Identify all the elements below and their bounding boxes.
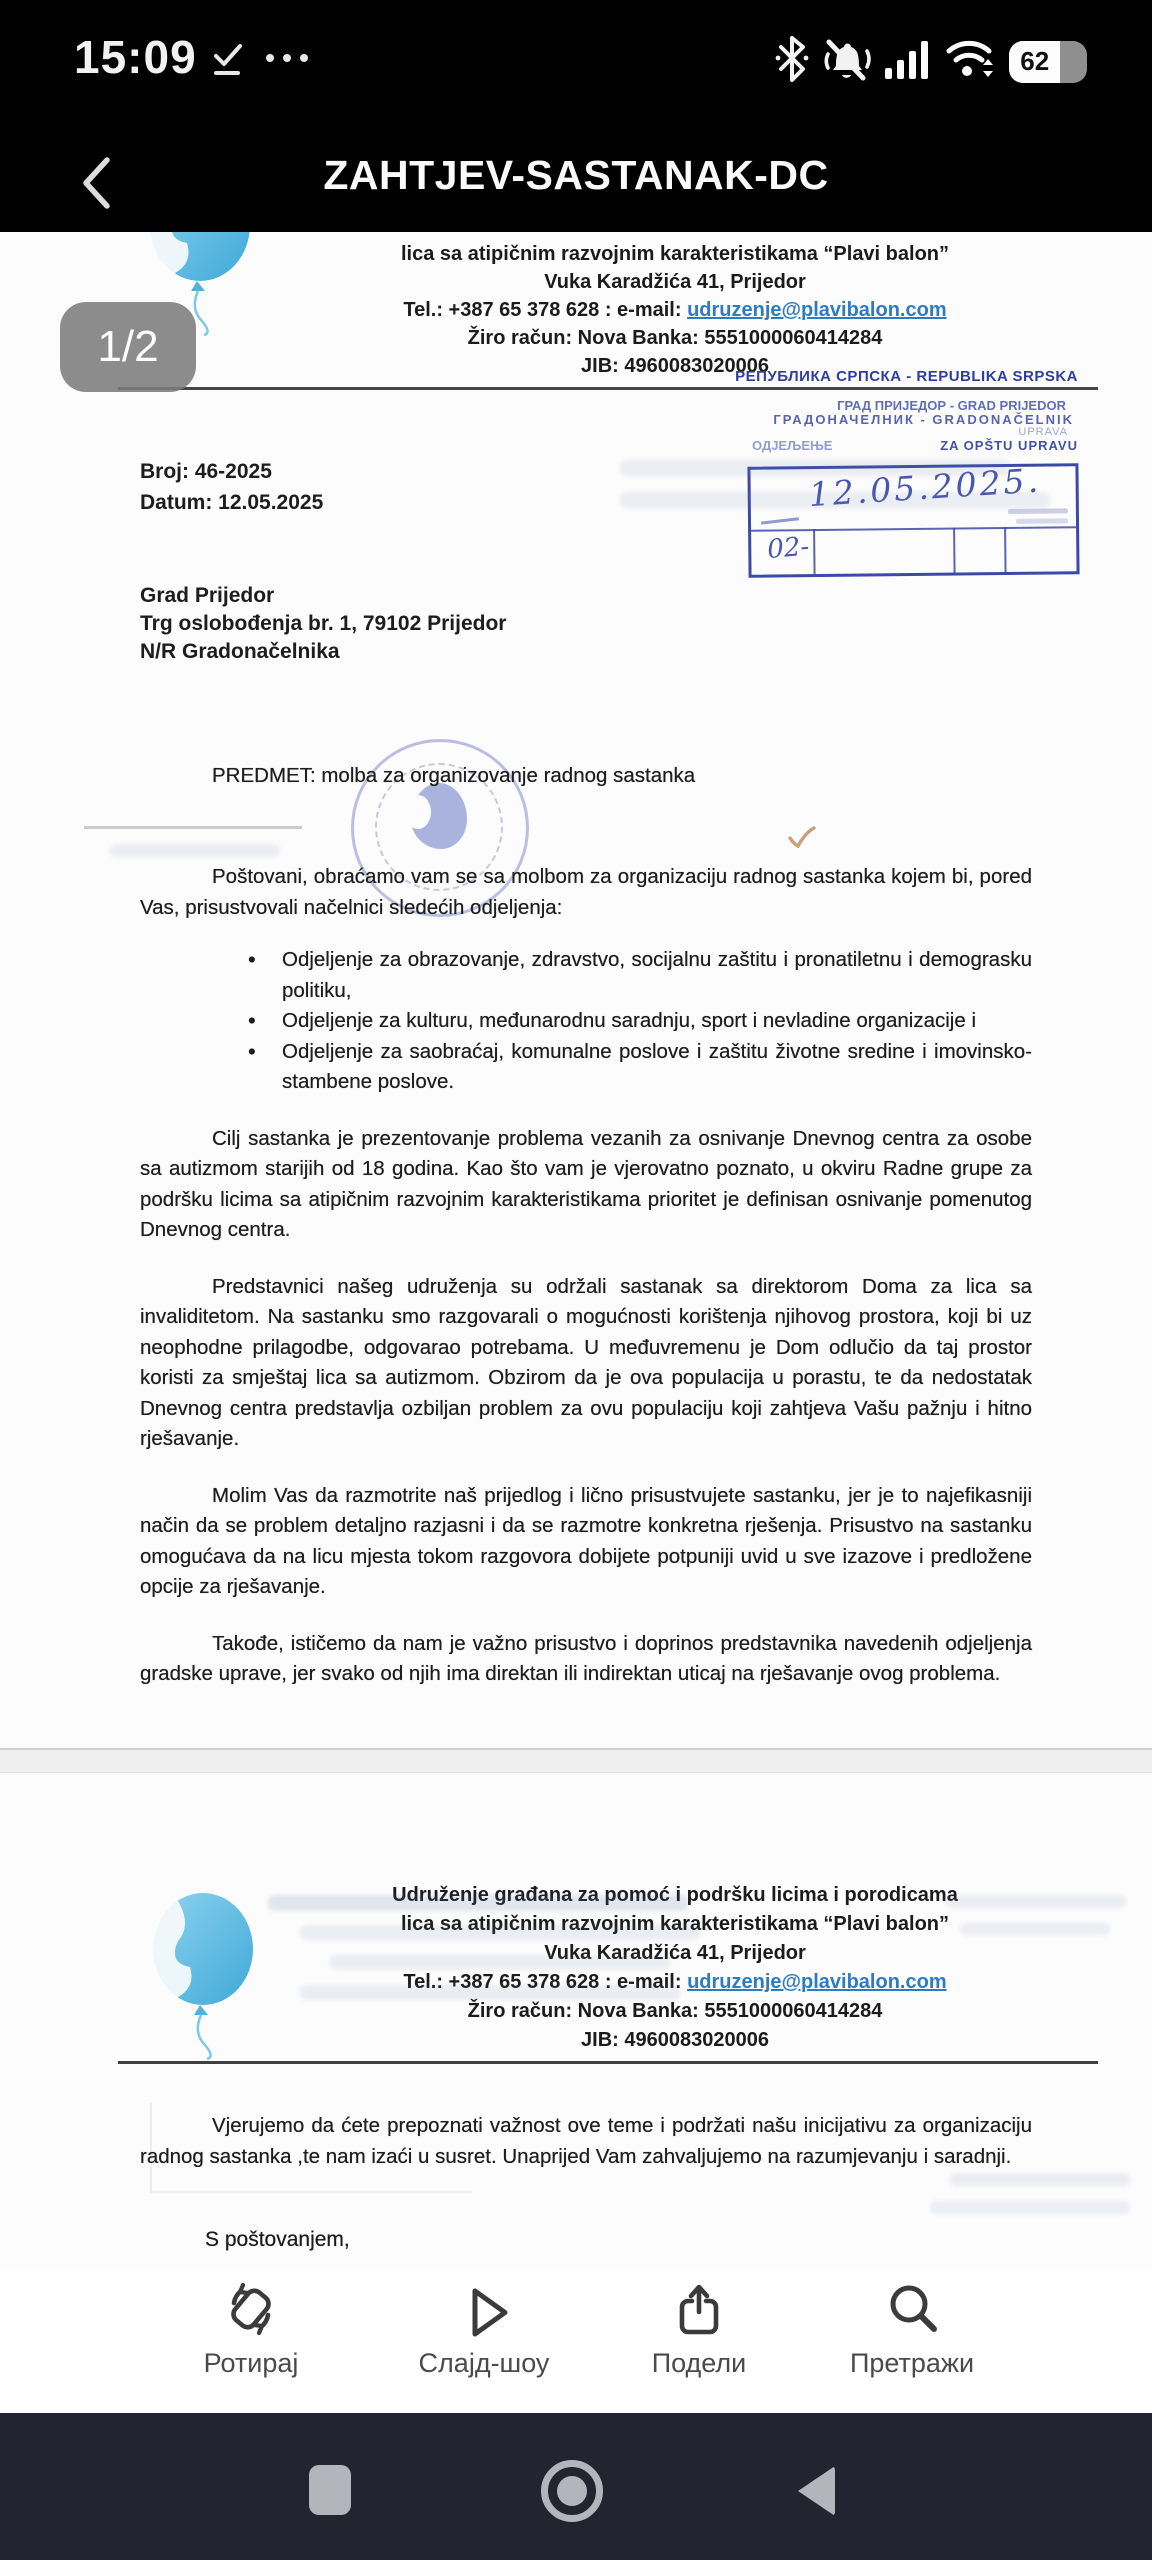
letter-body [140,862,1032,1690]
page-title: ZAHTJEV-SASTANAK-DC [323,152,829,198]
letter-number: Broj: 46-2025 [140,460,272,483]
letterhead-org-line2: lica sa atipičnim razvojnim karakteristikama “Plavi balon” [400,1913,950,1935]
search-button[interactable] [812,2280,1012,2379]
recipient-line: Trg oslobođenja br. 1, 79102 Prijedor [140,612,507,635]
stamp-dept-left: ОДЈЕЉЕЊЕ [752,438,833,453]
toolbar-label: Слајд-шоу [418,2348,550,2378]
recipient-line: Grad Prijedor [140,584,275,607]
check-icon [212,42,244,83]
share-icon [670,2280,728,2338]
rotate-icon [222,2280,280,2338]
email-link: udruzenje@plavibalon.com [687,299,947,321]
subject-line: PREDMET: molba za organizovanje radnog sastanka [212,764,696,787]
pen-mark-icon [786,824,816,850]
list-item: • Odjeljenje za kulturu, međunarodnu saradnju, sport i nevladine organizacije i [282,1006,1032,1037]
toolbar-label: Подели [651,2348,747,2378]
letterhead-contact: Tel.: +387 65 378 628 : e-mail: udruzenje@plavibalon.com [403,299,947,321]
letterhead-org-line1: Udruženje građana za pomoć i podršku licima i porodicama [392,1884,958,1906]
body-paragraph: Takođe, ističemo da nam je važno prisustvo i doprinos predstavnika navedenih odjeljenja gradske uprave, jer svako od njih ima direktan ili indirektan uticaj na rješavanje ovog problema. [140,1631,1032,1685]
closing-paragraph: Vjerujemo da ćete prepoznati važnost ove teme i podržati našu inicijativu za organizaciju radnog sastanka ,te nam izaći u susret. Unaprijed Vam zahvaljujemo na razumjevanju i saradnji. [140,2114,1032,2168]
letterhead [260,232,1090,380]
department-list [140,945,1032,1098]
letterhead-bank: Žiro račun: Nova Banka: 5551000060414284 [467,2000,883,2022]
letterhead-divider [118,2061,1098,2064]
back-icon[interactable] [798,2466,835,2516]
recipient-line: N/R Gradonačelnika [140,640,340,663]
stamp-mayor-line: ГРАДОНАЧЕЛНИК - GRADONAČELNIK [773,412,1074,427]
stamp-dept-right: ZA OPŠTU UPRAVU [940,438,1078,453]
letterhead-jib: JIB: 4960083020006 [581,355,769,377]
page-separator [0,1748,1152,1773]
stamp-uprava-line: UPRAVA [1018,426,1068,438]
clock: 15:09 [74,31,197,83]
app-header [0,100,1152,232]
body-paragraph: Molim Vas da razmotrite naš prijedlog i lično prisustvujete sastanku, jer je to najefikasniji način da se problem detaljno razjasni i da se razmotre konkretna rješenja. Prisustvo na sastanku omogućava da na licu mjesta tokom razgovora dobijete potpuniji uvid u sve izazove i predložene opcije za rješavanje. [140,1483,1032,1598]
letterhead-bank: Žiro račun: Nova Banka: 5551000060414284 [467,327,883,349]
letter-meta [140,456,323,518]
document-page-2 [0,1773,1152,2270]
recents-icon[interactable] [309,2465,351,2515]
balloon-logo [148,1861,258,2066]
receipt-stamp-box [747,460,1079,577]
toolbar-label: Претражи [849,2348,975,2378]
letter-date: Datum: 12.05.2025 [140,491,324,514]
letterhead-divider [118,387,1098,390]
notifications-off-icon [821,34,871,89]
toolbar-label: Ротирај [203,2348,299,2378]
intro-paragraph: Poštovani, obraćamo vam se sa molbom za organizaciju radnog sastanka kojem bi, pored Vas, prisustvovali načelnici sledećih odjeljenja: [140,865,1032,919]
letterhead-contact: Tel.: +387 65 378 628 : e-mail: udruzenje@plavibalon.com [403,1971,947,1993]
recipient-block [140,582,506,666]
letterhead-org-line2: lica sa atipičnim razvojnim karakteristikama “Plavi balon” [400,243,950,265]
closing-salutation: S poštovanjem, [205,2228,350,2251]
home-icon[interactable] [541,2460,603,2522]
battery-icon [1009,41,1086,83]
slideshow-button[interactable] [384,2280,584,2379]
page-indicator-badge: 1/2 [60,302,196,392]
rotate-button[interactable] [151,2280,351,2379]
bluetooth-icon [775,34,809,89]
stamp-republic-line: РЕПУБЛИКА СРПСКА - REPUBLIKA SRPSKA [735,368,1078,385]
more-dots-icon [266,54,308,62]
letterhead-jib: JIB: 4960083020006 [581,2029,769,2051]
slideshow-icon [455,2280,513,2338]
letterhead-address: Vuka Karadžića 41, Prijedor [544,1942,806,1964]
stamp-handwritten-date: 12.05.2025. [807,460,1043,515]
email-link: udruzenje@plavibalon.com [687,1971,947,1993]
status-icons [775,34,1086,89]
document-page-1 [0,232,1152,1748]
letterhead-address: Vuka Karadžića 41, Prijedor [544,271,806,293]
status-bar [0,0,1152,100]
bottom-toolbar [0,2270,1152,2413]
body-paragraph: Cilj sastanka je prezentovanje problema vezanih za osnivanje Dnevnog centra za osobe sa autizmom starijih od 18 godina. Kao što vam je vjerovatno poznato, u okviru Radne grupe za podršku licima sa atipičnim razvojnim karakteristikama prioritet je definisan osnivanje pomenutog Dnevnog centra. [140,1126,1032,1241]
stamp-handwritten-code: 02- [766,531,811,565]
list-item: • Odjeljenje za obrazovanje, zdravstvo, socijalnu zaštitu i pronatiletnu i demograsku politiku, [282,945,1032,1006]
body-paragraph: Predstavnici našeg udruženja su održali sastanak sa direktorom Doma za lica sa invaliditetom. Na sastanku smo razgovarali o mogućnosti korištenja njihovog prostora, koji bi uz neophodne prilagodbe, odgovarao potrebama. U međuvremenu je Dom odlučio da taj prostor koristi za smještaj lica sa autizmom. Obzirom da je ova populacija u porastu, te da nedostatak Dnevnog centra predstavlja ozbiljan problem za ovu populaciju koji zahtjeva Vašu pažnju i hitno rješavanje. [140,1274,1032,1450]
android-navbar [0,2413,1152,2560]
signal-icon [883,36,931,87]
search-icon [883,2280,941,2338]
stamp-city-line: ГРАД ПРИЈЕДОР - GRAD PRIJEDOR [837,398,1066,413]
battery-percent: 62 [1020,46,1050,76]
share-button[interactable] [599,2280,799,2379]
list-item: • Odjeljenje za saobraćaj, komunalne poslove i zaštitu životne sredine i imovinsko-stambene poslove. [282,1037,1032,1098]
wifi-icon [943,35,997,88]
document-viewer[interactable] [0,232,1152,2270]
